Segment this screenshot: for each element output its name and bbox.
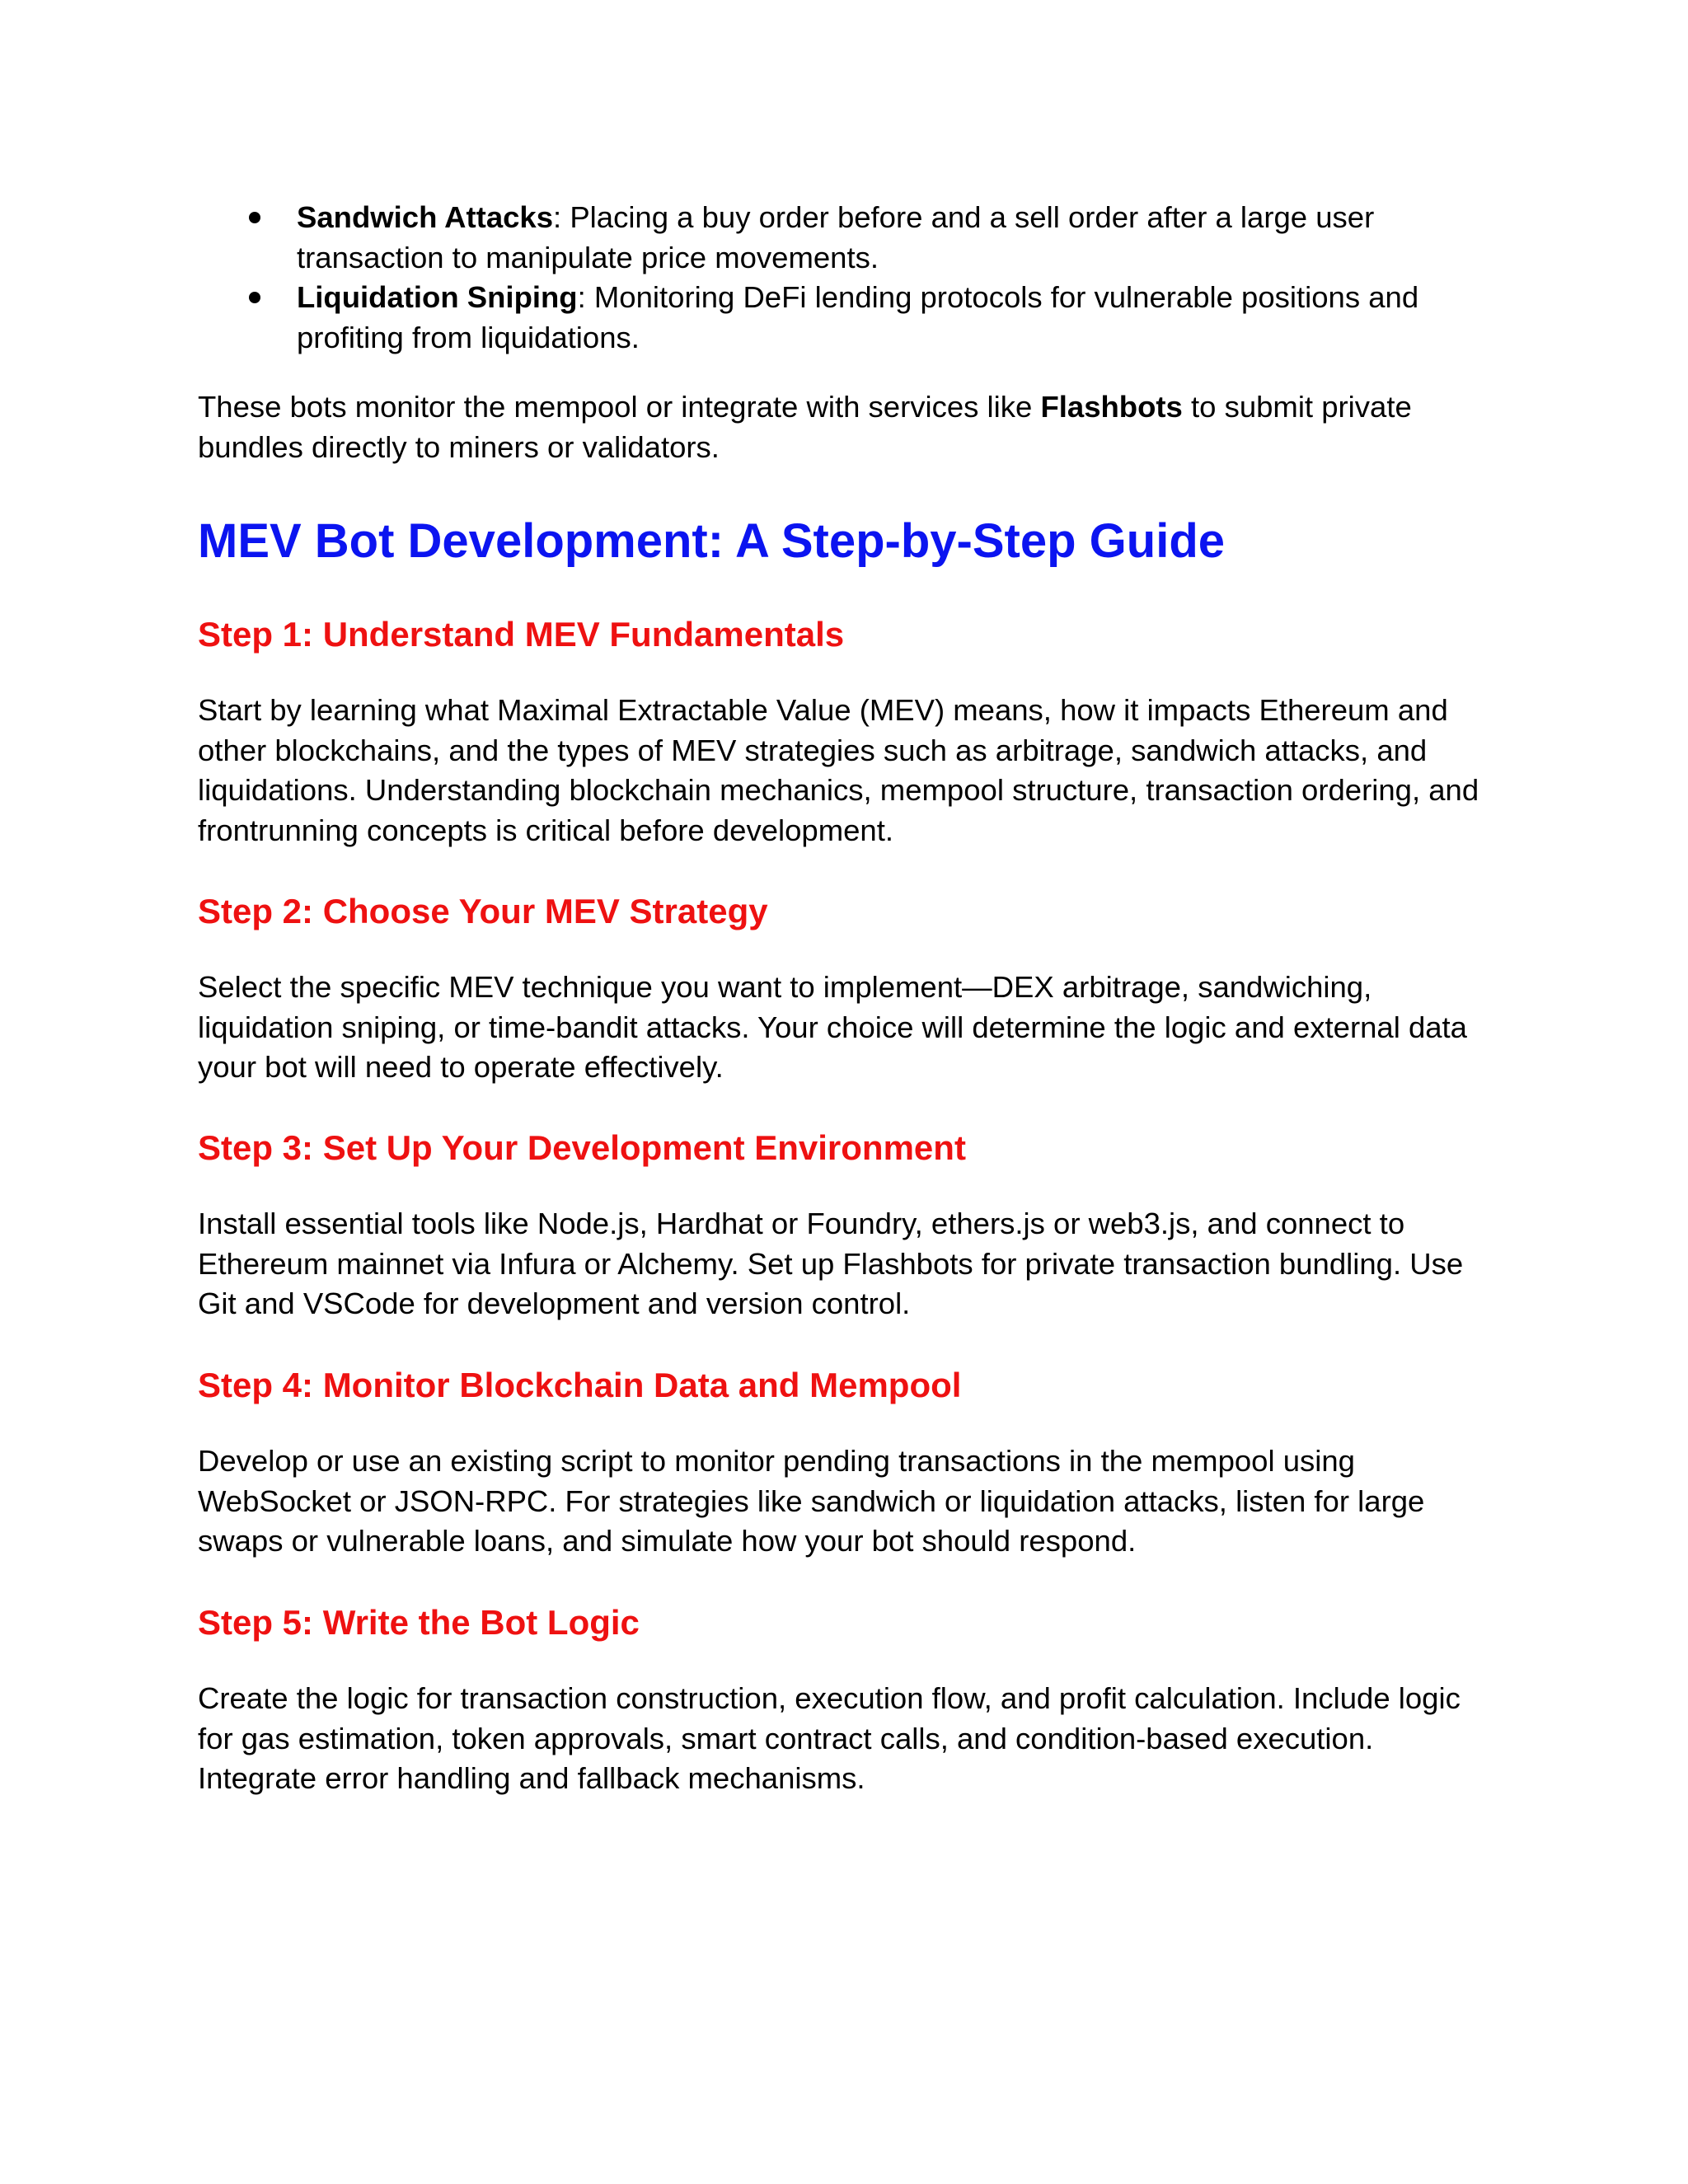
- list-item: [198, 278, 1484, 358]
- bullet-term: Sandwich Attacks: [297, 200, 554, 234]
- step-2-body: Select the specific MEV technique you want to implement—DEX arbitrage, sandwiching, liquidation sniping, or time-bandit attacks. Your choice will determine the logic and external data your bot will need to operate effectively.: [198, 970, 1467, 1084]
- step-2-heading: Step 2: Choose Your MEV Strategy: [198, 892, 768, 930]
- step-4-body: Develop or use an existing script to monitor pending transactions in the mempool using WebSocket or JSON-RPC. For strategies like sandwich or liquidation attacks, listen for large swaps or vulnerable loans, and simulate how your bot should respond.: [198, 1444, 1425, 1558]
- intro-bold-term: Flashbots: [1040, 390, 1183, 424]
- bullet-term: Liquidation Sniping: [297, 280, 578, 314]
- step-5-heading: Step 5: Write the Bot Logic: [198, 1603, 640, 1642]
- step-1-body: Start by learning what Maximal Extractable Value (MEV) means, how it impacts Ethereum and other blockchains, and the types of MEV strategies such as arbitrage, sandwich attacks, and liquidations. Understanding blockchain mechanics, mempool structure, transaction ordering, and frontrunning concepts is critical before development.: [198, 693, 1479, 847]
- mev-strategy-list: [198, 198, 1484, 358]
- bullet-text: : Monitoring DeFi lending protocols for vulnerable positions and profiting from liquidations.: [297, 280, 1419, 354]
- list-item: [198, 198, 1484, 278]
- intro-text-before: These bots monitor the mempool or integrate with services like: [198, 390, 1041, 424]
- step-3-body: Install essential tools like Node.js, Hardhat or Foundry, ethers.js or web3.js, and connect to Ethereum mainnet via Infura or Alchemy. Set up Flashbots for private transaction bundling. Use Git and VSCode for development and version control.: [198, 1207, 1464, 1320]
- bullet-text: : Placing a buy order before and a sell order after a large user transaction to manipulate price movements.: [297, 200, 1375, 274]
- bullet-icon: [249, 292, 260, 303]
- step-3-heading: Step 3: Set Up Your Development Environment: [198, 1128, 966, 1167]
- intro-text-after: to submit private bundles directly to miners or validators.: [198, 390, 1412, 464]
- step-1-heading: Step 1: Understand MEV Fundamentals: [198, 615, 845, 654]
- intro-paragraph: [198, 387, 1484, 467]
- step-4-heading: Step 4: Monitor Blockchain Data and Mempool: [198, 1366, 962, 1404]
- step-5-body: Create the logic for transaction construction, execution flow, and profit calculation. Include logic for gas estimation, token approvals, smart contract calls, and condition-based execution. Integrate error handling and fallback mechanisms.: [198, 1681, 1461, 1795]
- bullet-icon: [249, 212, 260, 223]
- guide-title: MEV Bot Development: A Step-by-Step Guide: [198, 514, 1226, 568]
